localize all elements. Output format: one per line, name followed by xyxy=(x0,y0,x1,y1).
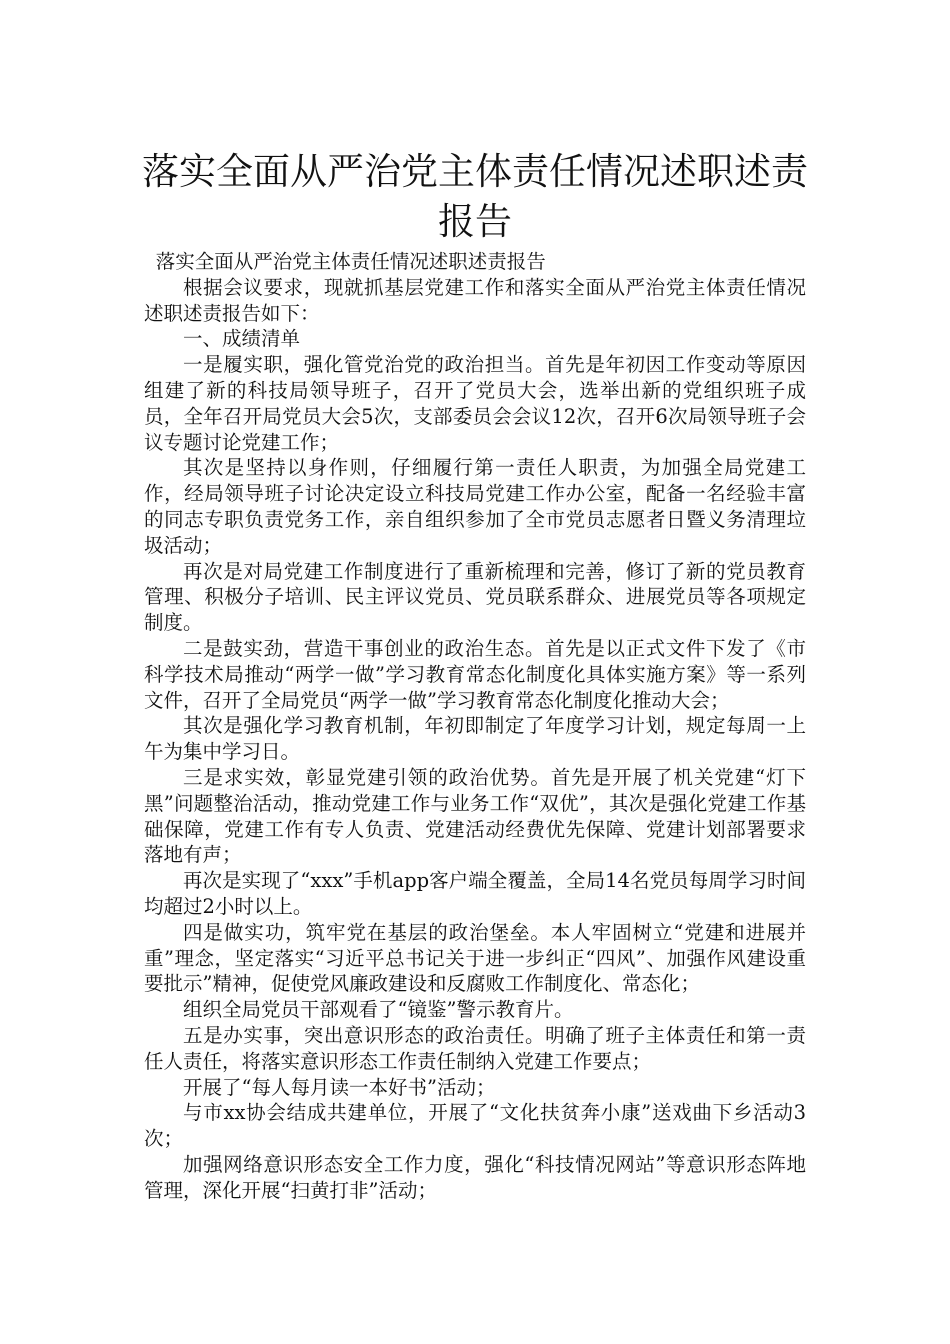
body-paragraph: 再次是实现了“xxx”手机app客户端全覆盖，全局14名党员每周学习时间均超过2小时以上。 xyxy=(144,869,806,918)
subtitle-paragraph: 落实全面从严治党主体责任情况述职述责报告 xyxy=(155,250,546,273)
body-paragraph: 其次是坚持以身作则，仔细履行第一责任人职责，为加强全局党建工作，经局领导班子讨论决定设立科技局党建工作办公室，配备一名经验丰富的同志专职负责党务工作，亲自组织参加了全市党员志愿者日暨义务清理垃圾活动； xyxy=(144,456,806,557)
intro-paragraph: 根据会议要求，现就抓基层党建工作和落实全面从严治党主体责任情况述职述责报告如下： xyxy=(144,275,806,325)
document-title-line-1: 落实全面从严治党主体责任情况述职述责 xyxy=(142,149,808,193)
body-paragraph: 三是求实效，彰显党建引领的政治优势。首先是开展了机关党建“灯下黑”问题整治活动，推动党建工作与业务工作“双优”，其次是强化党建工作基础保障，党建工作有专人负责、党建活动经费优先保障、党建计划部署要求落地有声； xyxy=(144,765,806,867)
body-paragraph: 与市xx协会结成共建单位，开展了“文化扶贫奔小康”送戏曲下乡活动3次； xyxy=(144,1101,806,1151)
body-paragraph: 再次是对局党建工作制度进行了重新梳理和完善，修订了新的党员教育管理、积极分子培训、民主评议党员、党员联系群众、进展党员等各项规定制度。 xyxy=(144,559,806,635)
document-title-line-2: 报告 xyxy=(438,199,512,243)
document-title xyxy=(120,147,830,247)
body-paragraph: 组织全局党员干部观看了“镜鉴”警示教育片。 xyxy=(183,998,574,1022)
document-body xyxy=(144,249,806,1203)
body-paragraph: 四是做实功，筑牢党在基层的政治堡垒。本人牢固树立“党建和进展并重”理念，坚定落实“习近平总书记关于进一步纠正“四风”、加强作风建设重要批示”精神，促使党风廉政建设和反腐败工作制度化、常态化； xyxy=(144,920,806,996)
body-paragraph: 五是办实事，突出意识形态的政治责任。明确了班子主体责任和第一责任人责任，将落实意识形态工作责任制纳入党建工作要点； xyxy=(144,1023,806,1073)
body-paragraph: 加强网络意识形态安全工作力度，强化“科技情况网站”等意识形态阵地管理，深化开展“扫黄打非”活动； xyxy=(144,1152,806,1202)
body-paragraph: 开展了“每人每月读一本好书”活动； xyxy=(183,1075,496,1099)
section-heading: 一、成绩清单 xyxy=(183,327,301,351)
body-paragraph: 二是鼓实劲，营造干事创业的政治生态。首先是以正式文件下发了《市科学技术局推动“两学一做”学习教育常态化制度化具体实施方案》等一系列文件，召开了全局党员“两学一做”学习教育常态化制度化推动大会； xyxy=(144,636,806,712)
body-paragraph: 其次是强化学习教育机制，年初即制定了年度学习计划，规定每周一上午为集中学习日。 xyxy=(144,714,806,764)
body-paragraph: 一是履实职，强化管党治党的政治担当。首先是年初因工作变动等原因组建了新的科技局领导班子，召开了党员大会，选举出新的党组织班子成员，全年召开局党员大会5次，支部委员会会议12次，召开6次局领导班子会议专题讨论党建工作； xyxy=(144,353,806,454)
